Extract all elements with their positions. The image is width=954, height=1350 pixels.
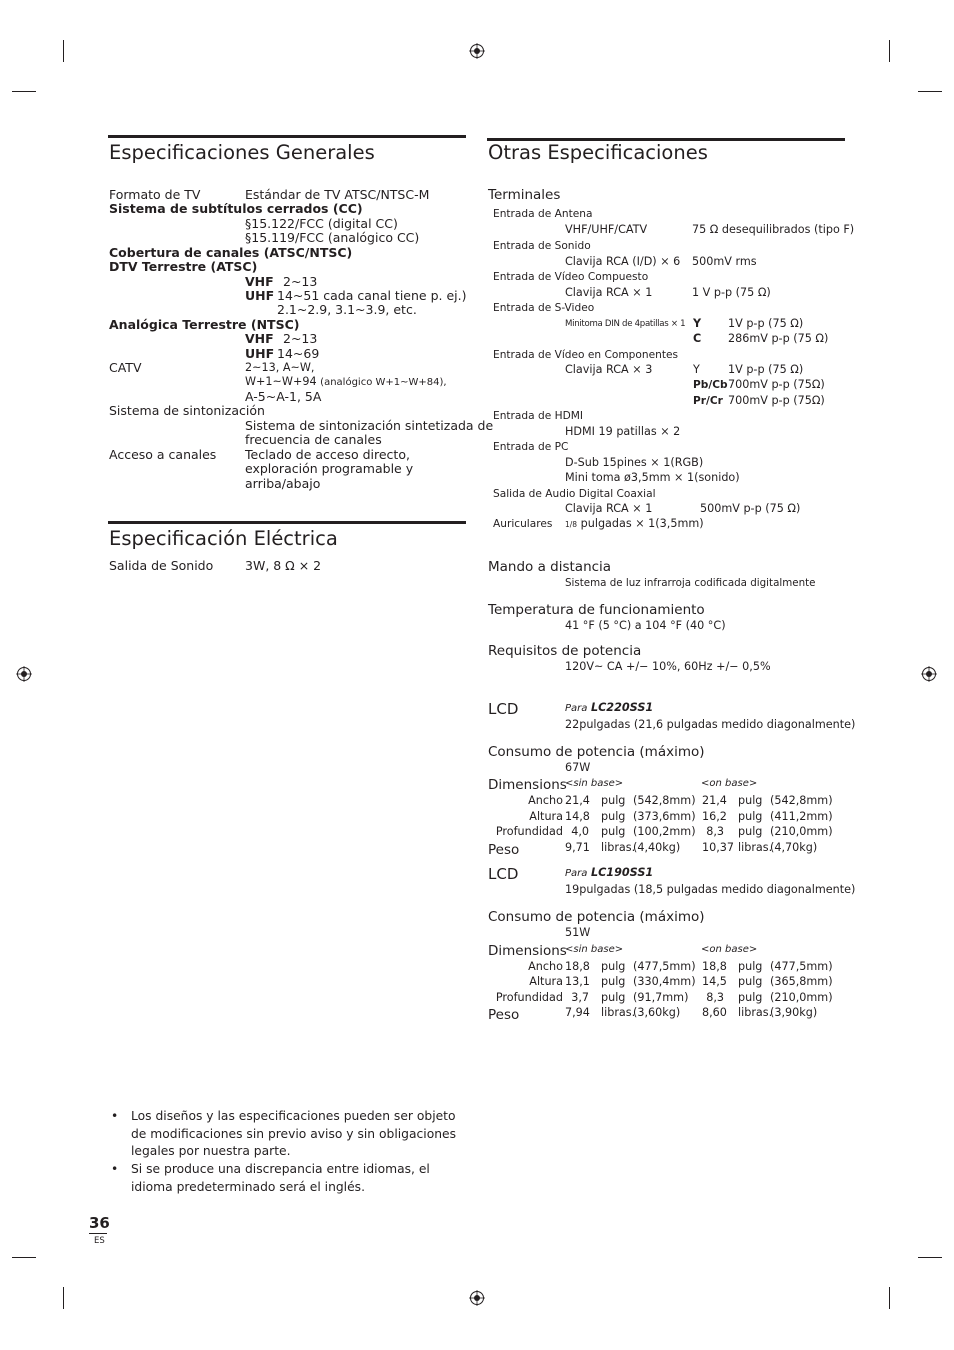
signal-label: C (693, 332, 702, 345)
dim-mm: (542,8mm) (633, 794, 696, 807)
dim-mm: (210,0mm) (770, 991, 833, 1004)
spec-value: 14~51 cada canal tiene p. ej.) (277, 288, 467, 303)
dim-unit: pulg (738, 975, 763, 988)
bullet: • (111, 1109, 119, 1123)
dim-unit: pulg (738, 960, 763, 973)
dim-unit: pulg (601, 960, 626, 973)
dim-value: 4,0 (571, 825, 589, 838)
terminal-value: 75 Ω desequilibrados (tipo F) (692, 223, 855, 236)
spec-label: Formato de TV (109, 187, 201, 202)
subheading: Temperatura de funcionamiento (488, 602, 705, 618)
weight-unit: libras. (601, 1006, 636, 1019)
column-header: <on base> (701, 778, 758, 789)
spec-label: Acceso a canales (109, 447, 217, 462)
dim-mm: (373,6mm) (633, 810, 696, 823)
lcd-label: LCD (488, 865, 519, 883)
dim-mm: (210,0mm) (770, 825, 833, 838)
dim-value: 18,8 (565, 960, 590, 973)
registration-mark-icon (469, 43, 485, 59)
spec-value: 3W, 8 Ω × 2 (245, 558, 322, 573)
section-rule (108, 135, 466, 138)
terminal-label: Entrada de HDMI (493, 410, 583, 422)
page-number: 36 (89, 1214, 110, 1232)
weight-kg: (4,70kg) (770, 841, 818, 854)
terminal-label: Entrada de S-Video (493, 302, 595, 314)
spec-value: 2~13, A~W, (245, 361, 315, 374)
weight-kg: (3,90kg) (770, 1006, 818, 1019)
band-label: VHF (245, 274, 274, 289)
spec-label: Analógica Terrestre (NTSC) (109, 317, 300, 332)
crop-mark (12, 91, 36, 92)
dim-label: Profundidad (495, 991, 563, 1004)
signal-label: Pb/Cb (693, 379, 728, 391)
terminal-value: 1V p-p (75 Ω) (728, 363, 804, 376)
note-text: Si se produce una discrepancia entre idiomas, el idioma predeterminado será el inglés. (131, 1162, 430, 1194)
spec-value: 41 °F (5 °C) a 104 °F (40 °C) (565, 619, 726, 632)
terminal-label: Entrada de Vídeo Compuesto (493, 271, 649, 283)
spec-value: 120V~ CA +/− 10%, 60Hz +/− 0,5% (565, 660, 771, 673)
column-header: <sin base> (565, 778, 624, 789)
spec-label: Salida de Sonido (109, 558, 214, 573)
section-rule (108, 521, 466, 524)
terminal-label: Entrada de Vídeo en Componentes (493, 349, 679, 361)
terminal-value: 1 V p-p (75 Ω) (692, 286, 771, 299)
dim-label: Ancho (528, 960, 563, 973)
model-line: Para LC190SS1 (565, 866, 654, 879)
dim-unit: pulg (601, 975, 626, 988)
spec-label: CATV (109, 360, 142, 375)
dim-value: 18,8 (702, 960, 727, 973)
language-code: ES (94, 1236, 105, 1246)
spec-value: Sistema de luz infrarroja codificada digitalmente (565, 577, 816, 589)
dimensions-label: Dimensions (488, 777, 567, 793)
band-label: VHF (245, 331, 274, 346)
dim-value: 16,2 (702, 810, 727, 823)
spec-value: 2.1~2.9, 3.1~3.9, etc. (277, 302, 417, 317)
dim-mm: (100,2mm) (633, 825, 696, 838)
dim-value: 13,1 (565, 975, 590, 988)
band-label: UHF (245, 288, 275, 303)
spec-value: §15.119/FCC (analógico CC) (245, 230, 420, 245)
spec-value: 2~13 (283, 331, 318, 346)
registration-mark-icon (469, 1290, 485, 1306)
dim-value: 21,4 (565, 794, 590, 807)
weight-label: Peso (488, 842, 520, 858)
spec-value: A-5~A-1, 5A (245, 389, 322, 404)
weight-unit: libras. (738, 841, 773, 854)
subheading: Consumo de potencia (máximo) (488, 909, 705, 925)
terminal-value: 1V p-p (75 Ω) (728, 317, 804, 330)
dim-mm: (542,8mm) (770, 794, 833, 807)
spec-value: §15.122/FCC (digital CC) (245, 216, 398, 231)
dim-unit: pulg (738, 810, 763, 823)
dim-unit: pulg (601, 794, 626, 807)
crop-mark (63, 40, 64, 62)
terminal-label: Salida de Audio Digital Coaxial (493, 488, 656, 500)
screen-size: 19pulgadas (18,5 pulgadas medido diagonalmente) (565, 883, 856, 896)
subheading: Terminales (488, 187, 561, 203)
subheading: Requisitos de potencia (488, 643, 642, 659)
terminal-conn: VHF/UHF/CATV (565, 223, 648, 236)
note-text: Los diseños y las especificaciones pueden ser objeto de modificaciones sin previo aviso y sin obligaciones legales por nuestra parte. (131, 1109, 456, 1158)
section-title-electrical: Especificación Eléctrica (109, 527, 338, 550)
dim-label: Profundidad (495, 825, 563, 838)
terminal-conn: Mini toma ø3,5mm × 1(sonido) (565, 471, 740, 484)
spec-value: frecuencia de canales (245, 432, 382, 447)
spec-value: 14~69 (277, 346, 320, 361)
footer-rule (89, 1233, 107, 1234)
band-label: UHF (245, 346, 275, 361)
signal-label: Pr/Cr (693, 395, 723, 407)
dim-value: 21,4 (702, 794, 727, 807)
dim-mm: (477,5mm) (633, 960, 696, 973)
subheading: Consumo de potencia (máximo) (488, 744, 705, 760)
crop-mark (63, 1287, 64, 1309)
terminal-conn: Clavija RCA (I/D) × 6 (565, 255, 681, 268)
terminal-conn: HDMI 19 patillas × 2 (565, 425, 681, 438)
weight-value: 10,37 (702, 841, 735, 854)
dim-value: 3,7 (571, 991, 589, 1004)
dimensions-label: Dimensions (488, 943, 567, 959)
weight-kg: (3,60kg) (633, 1006, 681, 1019)
crop-mark (889, 40, 890, 62)
spec-value: Sistema de sintonización sintetizada de (245, 418, 494, 433)
terminal-conn: Clavija RCA × 1 (565, 502, 653, 515)
dim-value: 8,3 (706, 991, 724, 1004)
dim-unit: pulg (738, 794, 763, 807)
dim-mm: (365,8mm) (770, 975, 833, 988)
terminal-conn: Minitoma DIN de 4patillas × 1 (565, 319, 686, 329)
crop-mark (12, 1257, 36, 1258)
dim-mm: (411,2mm) (770, 810, 833, 823)
spec-value: exploración programable y (245, 461, 414, 476)
spec-value: arriba/abajo (245, 476, 321, 491)
lcd-label: LCD (488, 700, 519, 718)
terminal-conn: Clavija RCA × 3 (565, 363, 653, 376)
weight-unit: libras. (601, 841, 636, 854)
dim-mm: (91,7mm) (633, 991, 689, 1004)
spec-value: Estándar de TV ATSC/NTSC-M (245, 187, 430, 202)
terminal-value: 700mV p-p (75Ω) (728, 378, 825, 391)
dim-value: 14,5 (702, 975, 727, 988)
signal-label: Y (693, 363, 700, 376)
power-value: 51W (565, 926, 591, 939)
terminal-value: 286mV p-p (75 Ω) (728, 332, 829, 345)
registration-mark-icon (921, 666, 937, 682)
dim-value: 8,3 (706, 825, 724, 838)
terminal-label: Entrada de PC (493, 441, 569, 453)
dim-unit: pulg (601, 991, 626, 1004)
signal-label: Y (693, 317, 702, 330)
dim-unit: pulg (738, 825, 763, 838)
dim-unit: pulg (601, 825, 626, 838)
dim-label: Ancho (528, 794, 563, 807)
weight-unit: libras. (738, 1006, 773, 1019)
terminal-label: Auriculares (493, 518, 553, 530)
spec-value: 2~13 (283, 274, 318, 289)
terminal-value: 500mV p-p (75 Ω) (700, 502, 801, 515)
registration-mark-icon (16, 666, 32, 682)
spec-value: Teclado de acceso directo, (245, 447, 410, 462)
weight-value: 7,94 (565, 1006, 590, 1019)
spec-value: W+1~W+94 (analógico W+1~W+84), (245, 375, 447, 388)
screen-size: 22pulgadas (21,6 pulgadas medido diagonalmente) (565, 718, 856, 731)
dim-label: Altura (529, 810, 563, 823)
weight-value: 8,60 (702, 1006, 727, 1019)
column-header: <sin base> (565, 944, 624, 955)
terminal-conn: 1/8 pulgadas × 1(3,5mm) (565, 517, 704, 530)
dim-mm: (330,4mm) (633, 975, 696, 988)
terminal-label: Entrada de Antena (493, 208, 593, 220)
bullet: • (111, 1162, 119, 1176)
subheading: Mando a distancia (488, 559, 612, 575)
crop-mark (918, 1257, 942, 1258)
weight-value: 9,71 (565, 841, 590, 854)
dim-label: Altura (529, 975, 563, 988)
terminal-conn: D-Sub 15pines × 1(RGB) (565, 456, 704, 469)
terminal-value: 500mV rms (692, 255, 757, 268)
section-title-other: Otras Especificaciones (488, 141, 708, 164)
spec-label: Sistema de subtítulos cerrados (CC) (109, 201, 363, 216)
spec-label: DTV Terrestre (ATSC) (109, 259, 258, 274)
model-line: Para LC220SS1 (565, 701, 654, 714)
terminal-conn: Clavija RCA × 1 (565, 286, 653, 299)
column-header: <on base> (701, 944, 758, 955)
section-title-general: Especificaciones Generales (109, 141, 375, 164)
power-value: 67W (565, 761, 591, 774)
crop-mark (918, 91, 942, 92)
spec-label: Cobertura de canales (ATSC/NTSC) (109, 245, 353, 260)
dim-mm: (477,5mm) (770, 960, 833, 973)
crop-mark (889, 1287, 890, 1309)
terminal-label: Entrada de Sonido (493, 240, 591, 252)
spec-label: Sistema de sintonización (109, 403, 265, 418)
dim-value: 14,8 (565, 810, 590, 823)
weight-label: Peso (488, 1007, 520, 1023)
terminal-value: 700mV p-p (75Ω) (728, 394, 825, 407)
dim-unit: pulg (601, 810, 626, 823)
weight-kg: (4,40kg) (633, 841, 681, 854)
dim-unit: pulg (738, 991, 763, 1004)
